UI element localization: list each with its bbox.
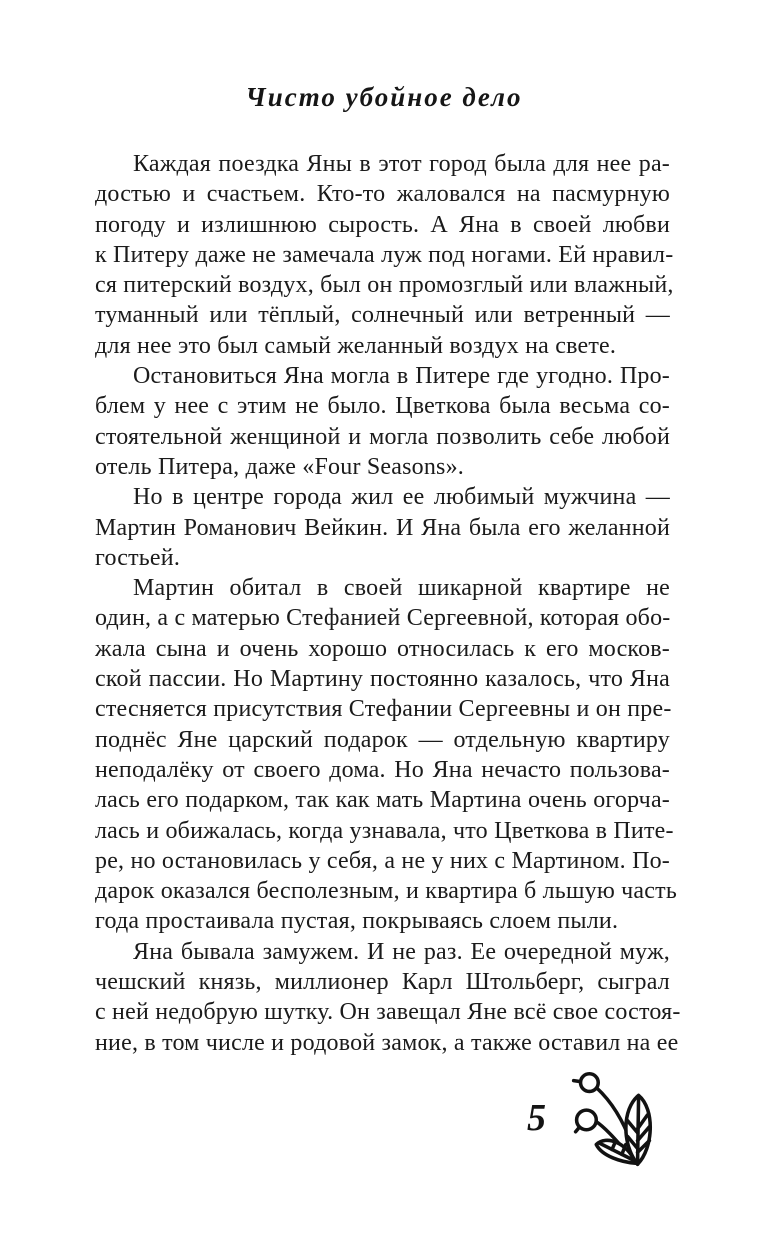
text-line: Мартин обитал в своей шикарной квартире не [133, 575, 670, 602]
text-line: ре, но остановилась у себя, а не у них с Мартином. По- [95, 847, 670, 874]
text-line: гостьей. [95, 544, 181, 571]
text-line: Мартин Романович Вейкин. И Яна была его желанной [95, 514, 670, 541]
text-line: к Питеру даже не замечала луж под ногами. Ей нравил- [95, 241, 674, 268]
text-line: дарок оказался бесполезным, и квартира б льшую часть [95, 878, 677, 905]
text-line: чешский князь, миллионер Карл Штольберг, сыграл [95, 969, 670, 996]
text-line: один, а с матерью Стефанией Сергеевной, которая обо- [95, 605, 671, 632]
text-line: лась его подарком, так как мать Мартина очень огорча- [95, 787, 670, 814]
text-line: отель Питера, даже «Four Seasons». [95, 453, 464, 480]
text-line: блем у нее с этим не было. Цветкова была весьма со- [95, 393, 670, 420]
text-line: стоятельной женщиной и могла позволить себе любой [95, 423, 670, 450]
text-line: ской пассии. Но Мартину постоянно казалось, что Яна [95, 666, 670, 693]
text-line: для нее это был самый желанный воздух на свете. [95, 332, 617, 359]
text-line: неподалёку от своего дома. Но Яна нечасто пользова- [95, 756, 670, 783]
page-number: 5 [527, 1097, 546, 1139]
text-line: жала сына и очень хорошо относилась к его москов- [95, 635, 670, 662]
text-line: туманный или тёплый, солнечный или ветренный — [95, 302, 670, 329]
text-line: года простаивала пустая, покрываясь слоем пыли. [95, 908, 619, 935]
text-line: поднёс Яне царский подарок — отдельную квартиру [95, 726, 670, 753]
text-line: Каждая поездка Яны в этот город была для нее ра- [133, 151, 670, 177]
text-line: достью и счастьем. Кто-то жаловался на пасмурную [95, 181, 670, 208]
text-line: стесняется присутствия Стефании Сергеевны и он пре- [95, 696, 672, 723]
text-line: Яна бывала замужем. И не раз. Ее очередной муж, [133, 938, 670, 965]
text-block [95, 149, 681, 1058]
text-line: Остановиться Яна могла в Питере где угодно. Про- [133, 363, 670, 390]
text-line: ние, в том числе и родовой замок, а также оставил на ее [95, 1029, 679, 1056]
sprig-ornament-icon [553, 1058, 671, 1176]
text-line: Но в центре города жил ее любимый мужчина — [133, 484, 670, 511]
running-title: Чисто убойное дело [245, 82, 523, 112]
text-line: с ней недобрую шутку. Он завещал Яне всё свое состоя- [95, 999, 681, 1026]
text-line: погоду и излишнюю сырость. А Яна в своей любви [95, 211, 670, 238]
text-line: ся питерский воздух, был он промозглый или влажный, [95, 272, 674, 299]
text-line: лась и обижалась, когда узнавала, что Цветкова в Пите- [95, 817, 674, 844]
